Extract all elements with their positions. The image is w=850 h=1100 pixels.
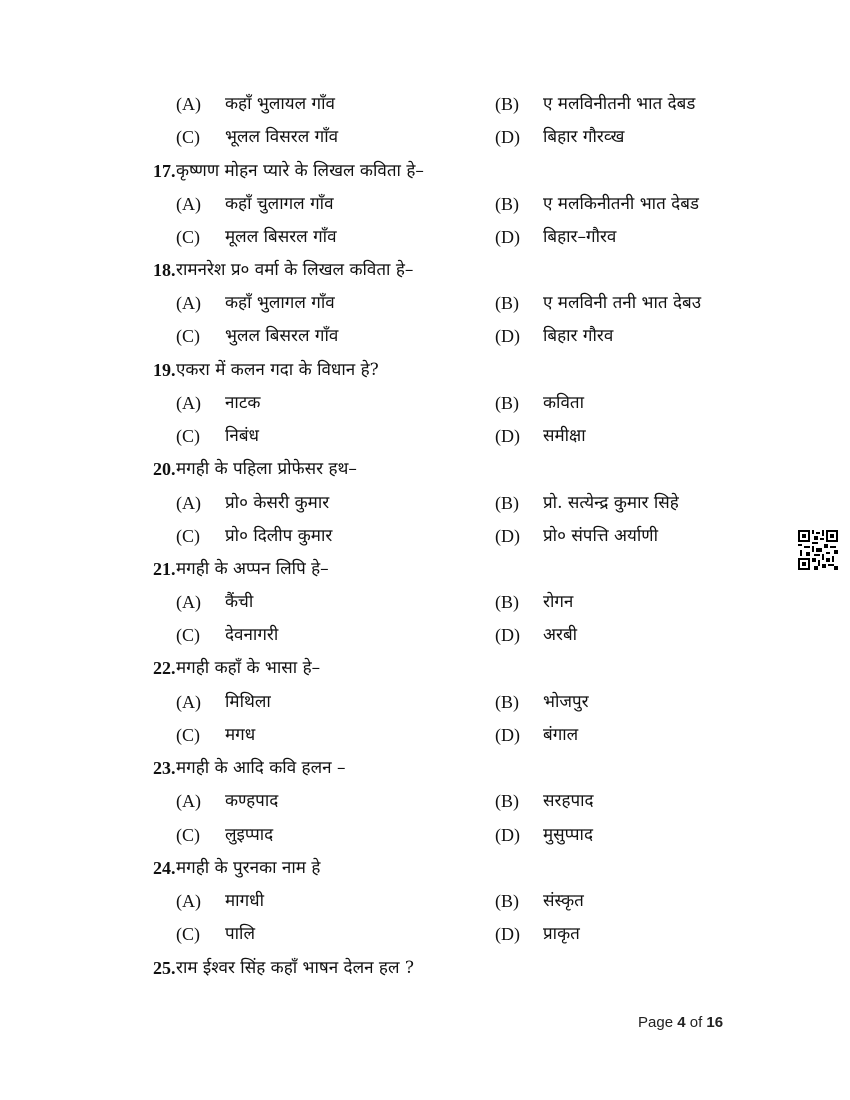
question-text: मगही के अप्पन लिपि हे– — [176, 559, 329, 579]
option-row — [0, 88, 850, 121]
option-row — [0, 918, 850, 951]
question-row — [0, 155, 850, 188]
option-text: भुलल बिसरल गाँव — [225, 326, 339, 346]
option-text: ए मलकिनीतनी भात देबड — [543, 194, 700, 214]
question-row — [0, 354, 850, 387]
option-label: (B) — [495, 692, 519, 712]
option-text: प्रो. सत्येन्द्र कुमार सिहे — [543, 493, 679, 513]
option-label: (D) — [495, 526, 520, 546]
option-row — [0, 819, 850, 852]
option-row — [0, 686, 850, 719]
option-label: (A) — [176, 692, 201, 712]
option-label: (A) — [176, 94, 201, 114]
question-number: 21. — [153, 559, 176, 579]
option-label: (B) — [495, 891, 519, 911]
page-of: of — [689, 1014, 703, 1031]
option-label: (C) — [176, 825, 200, 845]
option-label: (D) — [495, 127, 520, 147]
option-label: (C) — [176, 725, 200, 745]
option-label: (A) — [176, 194, 201, 214]
question-text: राम ईश्वर सिंह कहाँ भाषन देलन हल ? — [176, 958, 415, 978]
option-text: निबंध — [225, 426, 259, 446]
option-text: लुइप्पाद — [225, 825, 274, 845]
question-row — [0, 553, 850, 586]
question-row — [0, 752, 850, 785]
option-text: कविता — [543, 393, 585, 413]
option-text: बिहार–गौरव — [543, 227, 617, 247]
option-text: कैंची — [225, 592, 254, 612]
option-text: पालि — [225, 924, 255, 944]
option-row — [0, 785, 850, 818]
question-text: कृष्णण मोहन प्यारे के लिखल कविता हे– — [176, 161, 424, 181]
option-label: (A) — [176, 791, 201, 811]
option-label: (B) — [495, 791, 519, 811]
option-label: (D) — [495, 725, 520, 745]
page-label: Page — [638, 1014, 674, 1031]
option-row — [0, 121, 850, 154]
option-label: (A) — [176, 293, 201, 313]
option-label: (C) — [176, 326, 200, 346]
option-label: (D) — [495, 924, 520, 944]
question-number: 17. — [153, 161, 176, 181]
option-label: (B) — [495, 493, 519, 513]
option-text: मगध — [225, 725, 256, 745]
option-row — [0, 885, 850, 918]
option-label: (B) — [495, 94, 519, 114]
option-label: (A) — [176, 493, 201, 513]
option-text: मुसुप्पाद — [543, 825, 593, 845]
option-label: (B) — [495, 592, 519, 612]
option-label: (C) — [176, 227, 200, 247]
question-number: 25. — [153, 958, 176, 978]
option-text: बिहार गौरव — [543, 326, 614, 346]
option-text: ए मलविनीतनी भात देबड — [543, 94, 696, 114]
question-number: 19. — [153, 360, 176, 380]
option-row — [0, 586, 850, 619]
option-text: बंगाल — [543, 725, 579, 745]
option-text: भोजपुर — [543, 692, 589, 712]
question-number: 20. — [153, 459, 176, 479]
page-footer — [638, 1014, 723, 1031]
option-row — [0, 287, 850, 320]
option-text: प्रो० संपत्ति अर्याणी — [543, 526, 658, 546]
option-text: समीक्षा — [543, 426, 586, 446]
option-row — [0, 320, 850, 353]
option-text: बिहार गौरव्ख — [543, 127, 625, 147]
option-label: (A) — [176, 592, 201, 612]
question-row — [0, 453, 850, 486]
question-row — [0, 952, 850, 985]
option-row — [0, 387, 850, 420]
question-text: रामनरेश प्र० वर्मा के लिखल कविता हे– — [176, 260, 414, 280]
option-text: कहाँ चुलागल गाँव — [225, 194, 334, 214]
option-text: प्रो० केसरी कुमार — [225, 493, 330, 513]
option-label: (B) — [495, 293, 519, 313]
option-label: (D) — [495, 227, 520, 247]
option-label: (D) — [495, 625, 520, 645]
option-text: रोगन — [543, 592, 574, 612]
question-number: 22. — [153, 658, 176, 678]
question-number: 18. — [153, 260, 176, 280]
option-label: (C) — [176, 526, 200, 546]
option-row — [0, 619, 850, 652]
question-number: 23. — [153, 758, 176, 778]
option-label: (B) — [495, 393, 519, 413]
option-text: मागधी — [225, 891, 264, 911]
option-text: प्राकृत — [543, 924, 580, 944]
question-text: मगही के पुरनका नाम हे — [176, 858, 321, 878]
question-row — [0, 852, 850, 885]
page-total: 16 — [706, 1014, 724, 1031]
question-text: मगही के आदि कवि हलन – — [176, 758, 346, 778]
option-text: कहाँ भुलागल गाँव — [225, 293, 335, 313]
option-row — [0, 188, 850, 221]
option-text: कण्हपाद — [225, 791, 279, 811]
option-text: सरहपाद — [543, 791, 594, 811]
option-label: (D) — [495, 326, 520, 346]
question-text: मगही कहाँ के भासा हे– — [176, 658, 321, 678]
option-row — [0, 487, 850, 520]
option-text: देवनागरी — [225, 625, 279, 645]
option-label: (C) — [176, 625, 200, 645]
option-row — [0, 221, 850, 254]
option-text: भूलल विसरल गाँव — [225, 127, 339, 147]
option-row — [0, 420, 850, 453]
question-text: मगही के पहिला प्रोफेसर हथ– — [176, 459, 357, 479]
option-label: (A) — [176, 891, 201, 911]
option-text: कहाँ भुलायल गाँव — [225, 94, 335, 114]
option-label: (B) — [495, 194, 519, 214]
option-row — [0, 719, 850, 752]
option-label: (C) — [176, 924, 200, 944]
option-label: (D) — [495, 825, 520, 845]
qr-code-icon — [798, 530, 838, 570]
option-text: अरबी — [543, 625, 578, 645]
option-text: नाटक — [225, 393, 261, 413]
question-row — [0, 652, 850, 685]
page-current: 4 — [677, 1014, 686, 1031]
question-text: एकरा में कलन गदा के विधान हे? — [176, 360, 379, 380]
option-label: (C) — [176, 127, 200, 147]
option-text: प्रो० दिलीप कुमार — [225, 526, 333, 546]
question-number: 24. — [153, 858, 176, 878]
option-row — [0, 520, 850, 553]
option-label: (A) — [176, 393, 201, 413]
option-text: संस्कृत — [543, 891, 584, 911]
option-label: (C) — [176, 426, 200, 446]
option-text: मूलल बिसरल गाँव — [225, 227, 337, 247]
option-text: मिथिला — [225, 692, 271, 712]
option-text: ए मलविनी तनी भात देबउ — [543, 293, 702, 313]
option-label: (D) — [495, 426, 520, 446]
question-row — [0, 254, 850, 287]
